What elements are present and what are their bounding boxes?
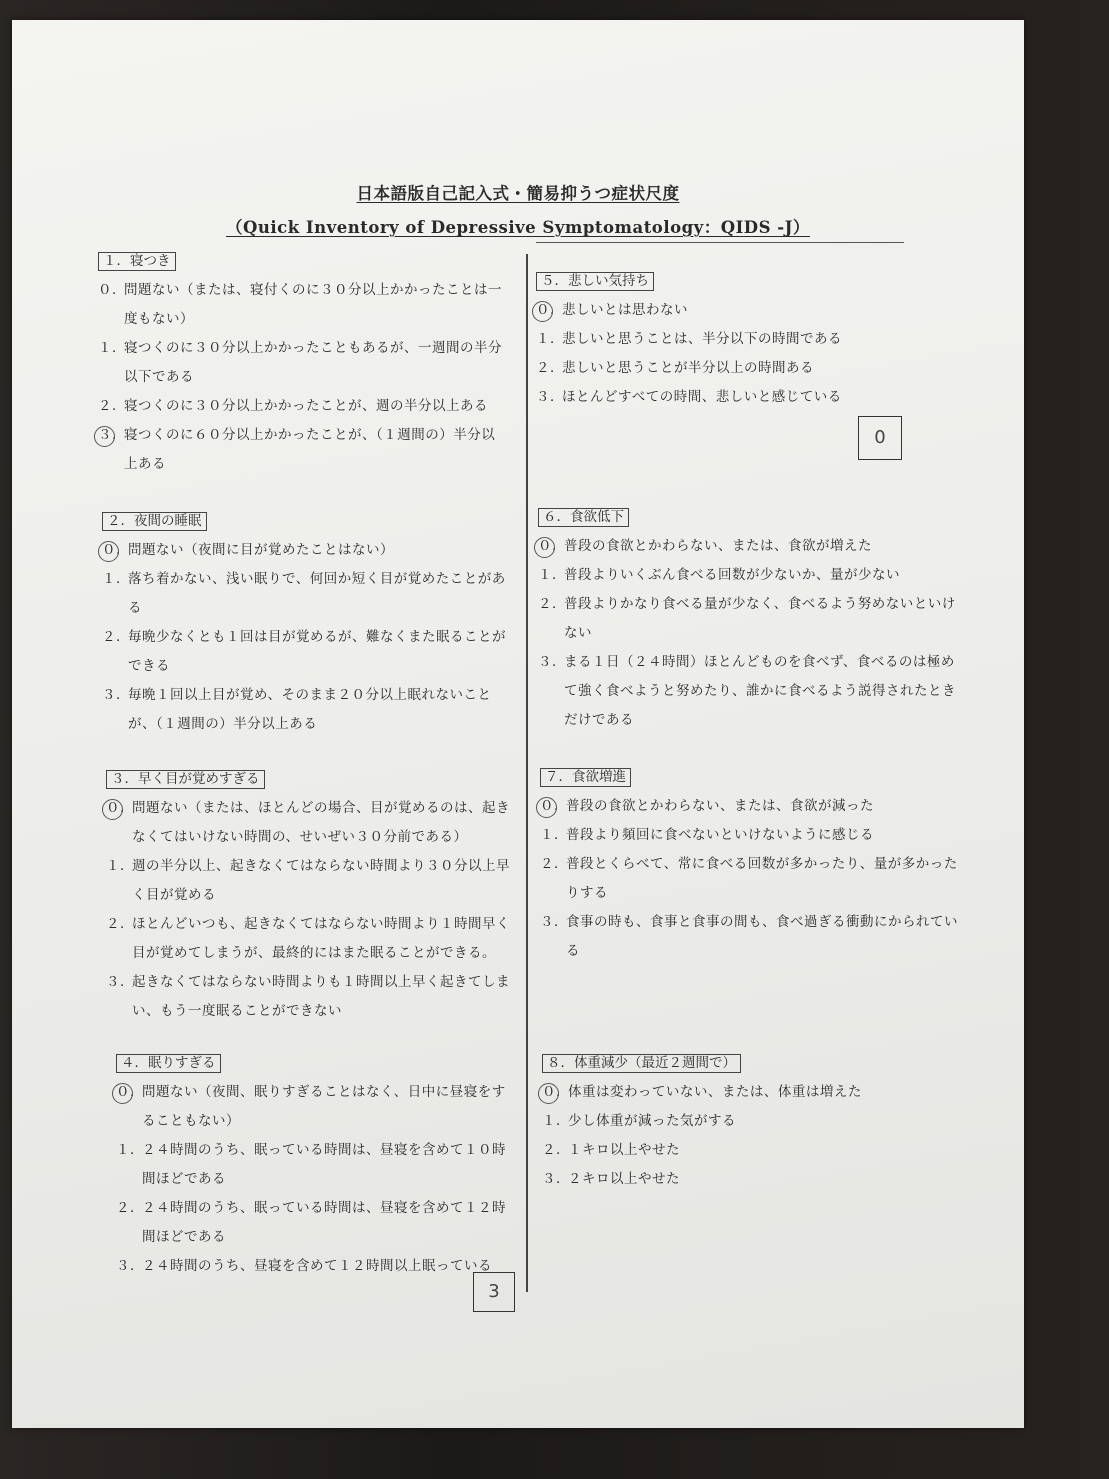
option-1[interactable] xyxy=(106,852,510,910)
option-text: 起きなくてはならない時間よりも１時間以上早く起きてしまい、もう一度眠ることができない xyxy=(132,974,510,1019)
option-text: 普段よりいくぶん食べる回数が少ないか、量が少ない xyxy=(564,567,900,583)
option-number: ２． xyxy=(538,596,566,612)
option-text: 問題ない（夜間に目が覚めたことはない） xyxy=(128,542,394,558)
option-3[interactable] xyxy=(542,1165,962,1194)
option-number: ２． xyxy=(116,1200,144,1216)
option-2[interactable] xyxy=(98,392,508,421)
option-text: ２４時間のうち、昼寝を含めて１２時間以上眠っている xyxy=(142,1258,492,1274)
section-heading: ５．悲しい気持ち xyxy=(536,272,654,291)
option-3[interactable] xyxy=(102,681,508,739)
section-heading: １．寝つき xyxy=(98,252,176,271)
section-heading: ７．食欲増進 xyxy=(540,768,631,787)
option-0-selected[interactable] xyxy=(536,296,956,325)
option-number: ２． xyxy=(106,916,134,932)
option-text: 週の半分以上、起きなくてはならない時間より３０分以上早く目が覚める xyxy=(132,858,510,903)
option-number: １． xyxy=(106,858,134,874)
option-1[interactable] xyxy=(538,561,958,590)
section-appetite-decrease xyxy=(538,506,958,735)
option-text: ２４時間のうち、眠っている時間は、昼寝を含めて１２時間ほどである xyxy=(142,1200,506,1245)
option-3[interactable] xyxy=(536,383,956,412)
option-text: 少し体重が減った気がする xyxy=(568,1113,736,1129)
option-3-selected[interactable] xyxy=(98,421,508,479)
circle-mark: ０． xyxy=(538,532,562,561)
section-heading: ２．夜間の睡眠 xyxy=(102,512,207,531)
option-text: 寝つくのに３０分以上かかったことが、週の半分以上ある xyxy=(124,398,488,414)
option-number: ２． xyxy=(542,1142,570,1158)
option-number: ３． xyxy=(538,654,566,670)
document-title: 日本語版自己記入式・簡易抑うつ症状尺度 xyxy=(356,184,680,203)
option-0-selected[interactable] xyxy=(116,1078,510,1136)
circle-mark: ３． xyxy=(98,421,122,450)
option-text: 悲しいと思うことが半分以上の時間ある xyxy=(562,360,814,376)
option-0-selected[interactable] xyxy=(106,794,510,852)
section-night-sleep xyxy=(102,510,508,739)
option-1[interactable] xyxy=(542,1107,962,1136)
option-number: １． xyxy=(540,827,568,843)
option-text: 普段の食欲とかわらない、または、食欲が増えた xyxy=(564,538,872,554)
option-text: ２４時間のうち、眠っている時間は、昼寝を含めて１０時間ほどである xyxy=(142,1142,506,1187)
option-0-selected[interactable] xyxy=(540,792,960,821)
option-text: 普段の食欲とかわらない、または、食欲が減った xyxy=(566,798,874,814)
section-heading: ６．食欲低下 xyxy=(538,508,629,527)
option-number: ３． xyxy=(102,687,130,703)
option-number: ２． xyxy=(102,629,130,645)
option-2[interactable] xyxy=(540,850,960,908)
option-2[interactable] xyxy=(542,1136,962,1165)
option-text: １キロ以上やせた xyxy=(568,1142,680,1158)
option-2[interactable] xyxy=(102,623,508,681)
section-heading: ３．早く目が覚めすぎる xyxy=(106,770,265,789)
option-1[interactable] xyxy=(116,1136,510,1194)
circle-mark: ０． xyxy=(536,296,560,325)
option-text: 体重は変わっていない、または、体重は増えた xyxy=(568,1084,862,1100)
option-0-selected[interactable] xyxy=(102,536,508,565)
option-number: １． xyxy=(538,567,566,583)
option-number: ３． xyxy=(540,914,568,930)
option-text: 問題ない（または、寝付くのに３０分以上かかったことは一度もない） xyxy=(124,282,502,327)
option-number: １． xyxy=(536,331,564,347)
option-text: ２キロ以上やせた xyxy=(568,1171,680,1187)
option-number: ３． xyxy=(106,974,134,990)
option-0-selected[interactable] xyxy=(538,532,958,561)
option-text: 問題ない（または、ほとんどの場合、目が覚めるのは、起きなくてはいけない時間の、せいぜい３０分前である） xyxy=(132,800,510,845)
option-number: ２． xyxy=(536,360,564,376)
header-rule xyxy=(536,242,904,243)
section-oversleeping xyxy=(116,1052,510,1281)
option-text: 食事の時も、食事と食事の間も、食べ過ぎる衝動にかられている xyxy=(566,914,958,959)
section-heading: ８．体重減少（最近２週間で） xyxy=(542,1054,741,1073)
option-text: 毎晩１回以上目が覚め、そのまま２０分以上眠れないことが、（１週間の）半分以上ある xyxy=(128,687,492,732)
option-number: １． xyxy=(98,340,126,356)
option-2[interactable] xyxy=(538,590,958,648)
option-2[interactable] xyxy=(106,910,510,968)
option-text: 毎晩少なくとも１回は目が覚めるが、難なくまた眠ることができる xyxy=(128,629,506,674)
option-text: ほとんどいつも、起きなくてはならない時間より１時間早く目が覚めてしまうが、最終的にはまた眠ることができる。 xyxy=(132,916,510,961)
option-1[interactable] xyxy=(102,565,508,623)
option-3[interactable] xyxy=(540,908,960,966)
option-1[interactable] xyxy=(98,334,508,392)
option-0-selected[interactable] xyxy=(542,1078,962,1107)
option-text: 悲しいとは思わない xyxy=(562,302,688,318)
option-number: １． xyxy=(542,1113,570,1129)
option-text: 寝つくのに６０分以上かかったことが、（１週間の）半分以上ある xyxy=(124,427,496,472)
section-heading: ４．眠りすぎる xyxy=(116,1054,221,1073)
option-text: 寝つくのに３０分以上かかったこともあるが、一週間の半分以下である xyxy=(124,340,502,385)
option-text: 悲しいと思うことは、半分以下の時間である xyxy=(562,331,842,347)
option-3[interactable] xyxy=(106,968,510,1026)
option-2[interactable] xyxy=(536,354,956,383)
option-3[interactable] xyxy=(116,1252,510,1281)
option-number: ３． xyxy=(542,1171,570,1187)
option-number: ３． xyxy=(116,1258,144,1274)
section-appetite-increase xyxy=(540,766,960,966)
option-number: ２． xyxy=(540,856,568,872)
option-1[interactable] xyxy=(540,821,960,850)
option-number: ３． xyxy=(536,389,564,405)
circle-mark: ０． xyxy=(106,794,130,823)
option-1[interactable] xyxy=(536,325,956,354)
option-text: 落ち着かない、浅い眠りで、何回か短く目が覚めたことがある xyxy=(128,571,506,616)
option-text: まる１日（２４時間）ほとんどものを食べず、食べるのは極めて強く食べようと努めたり、誰かに食べるよう説得されたときだけである xyxy=(564,654,956,728)
option-text: 普段とくらべて、常に食べる回数が多かったり、量が多かったりする xyxy=(566,856,958,901)
option-number: ０． xyxy=(98,282,126,298)
score-box[interactable]: 0 xyxy=(858,416,902,460)
option-number: ２． xyxy=(98,398,126,414)
option-text: 普段よりかなり食べる量が少なく、食べるよう努めないといけない xyxy=(564,596,956,641)
option-3[interactable] xyxy=(538,648,958,735)
column-divider xyxy=(526,254,528,1292)
option-text: 問題ない（夜間、眠りすぎることはなく、日中に昼寝をすることもない） xyxy=(142,1084,506,1129)
option-number: １． xyxy=(116,1142,144,1158)
option-number: １． xyxy=(102,571,130,587)
circle-mark: ０． xyxy=(542,1078,566,1107)
option-2[interactable] xyxy=(116,1194,510,1252)
section-sadness xyxy=(536,270,956,412)
circle-mark: ０． xyxy=(116,1078,140,1107)
section-sleep-onset xyxy=(98,250,508,479)
option-text: ほとんどすべての時間、悲しいと感じている xyxy=(562,389,842,405)
document-subtitle: （Quick Inventory of Depressive Symptomatology：QIDS -J） xyxy=(226,218,810,237)
circle-mark: ０． xyxy=(540,792,564,821)
section-early-waking xyxy=(106,768,510,1026)
page-number-box: 3 xyxy=(473,1272,515,1312)
questionnaire-page xyxy=(12,20,1024,1428)
circle-mark: ０． xyxy=(102,536,126,565)
option-0[interactable] xyxy=(98,276,508,334)
option-text: 普段より頻回に食べないといけないように感じる xyxy=(566,827,874,843)
section-weight-loss xyxy=(542,1052,962,1194)
